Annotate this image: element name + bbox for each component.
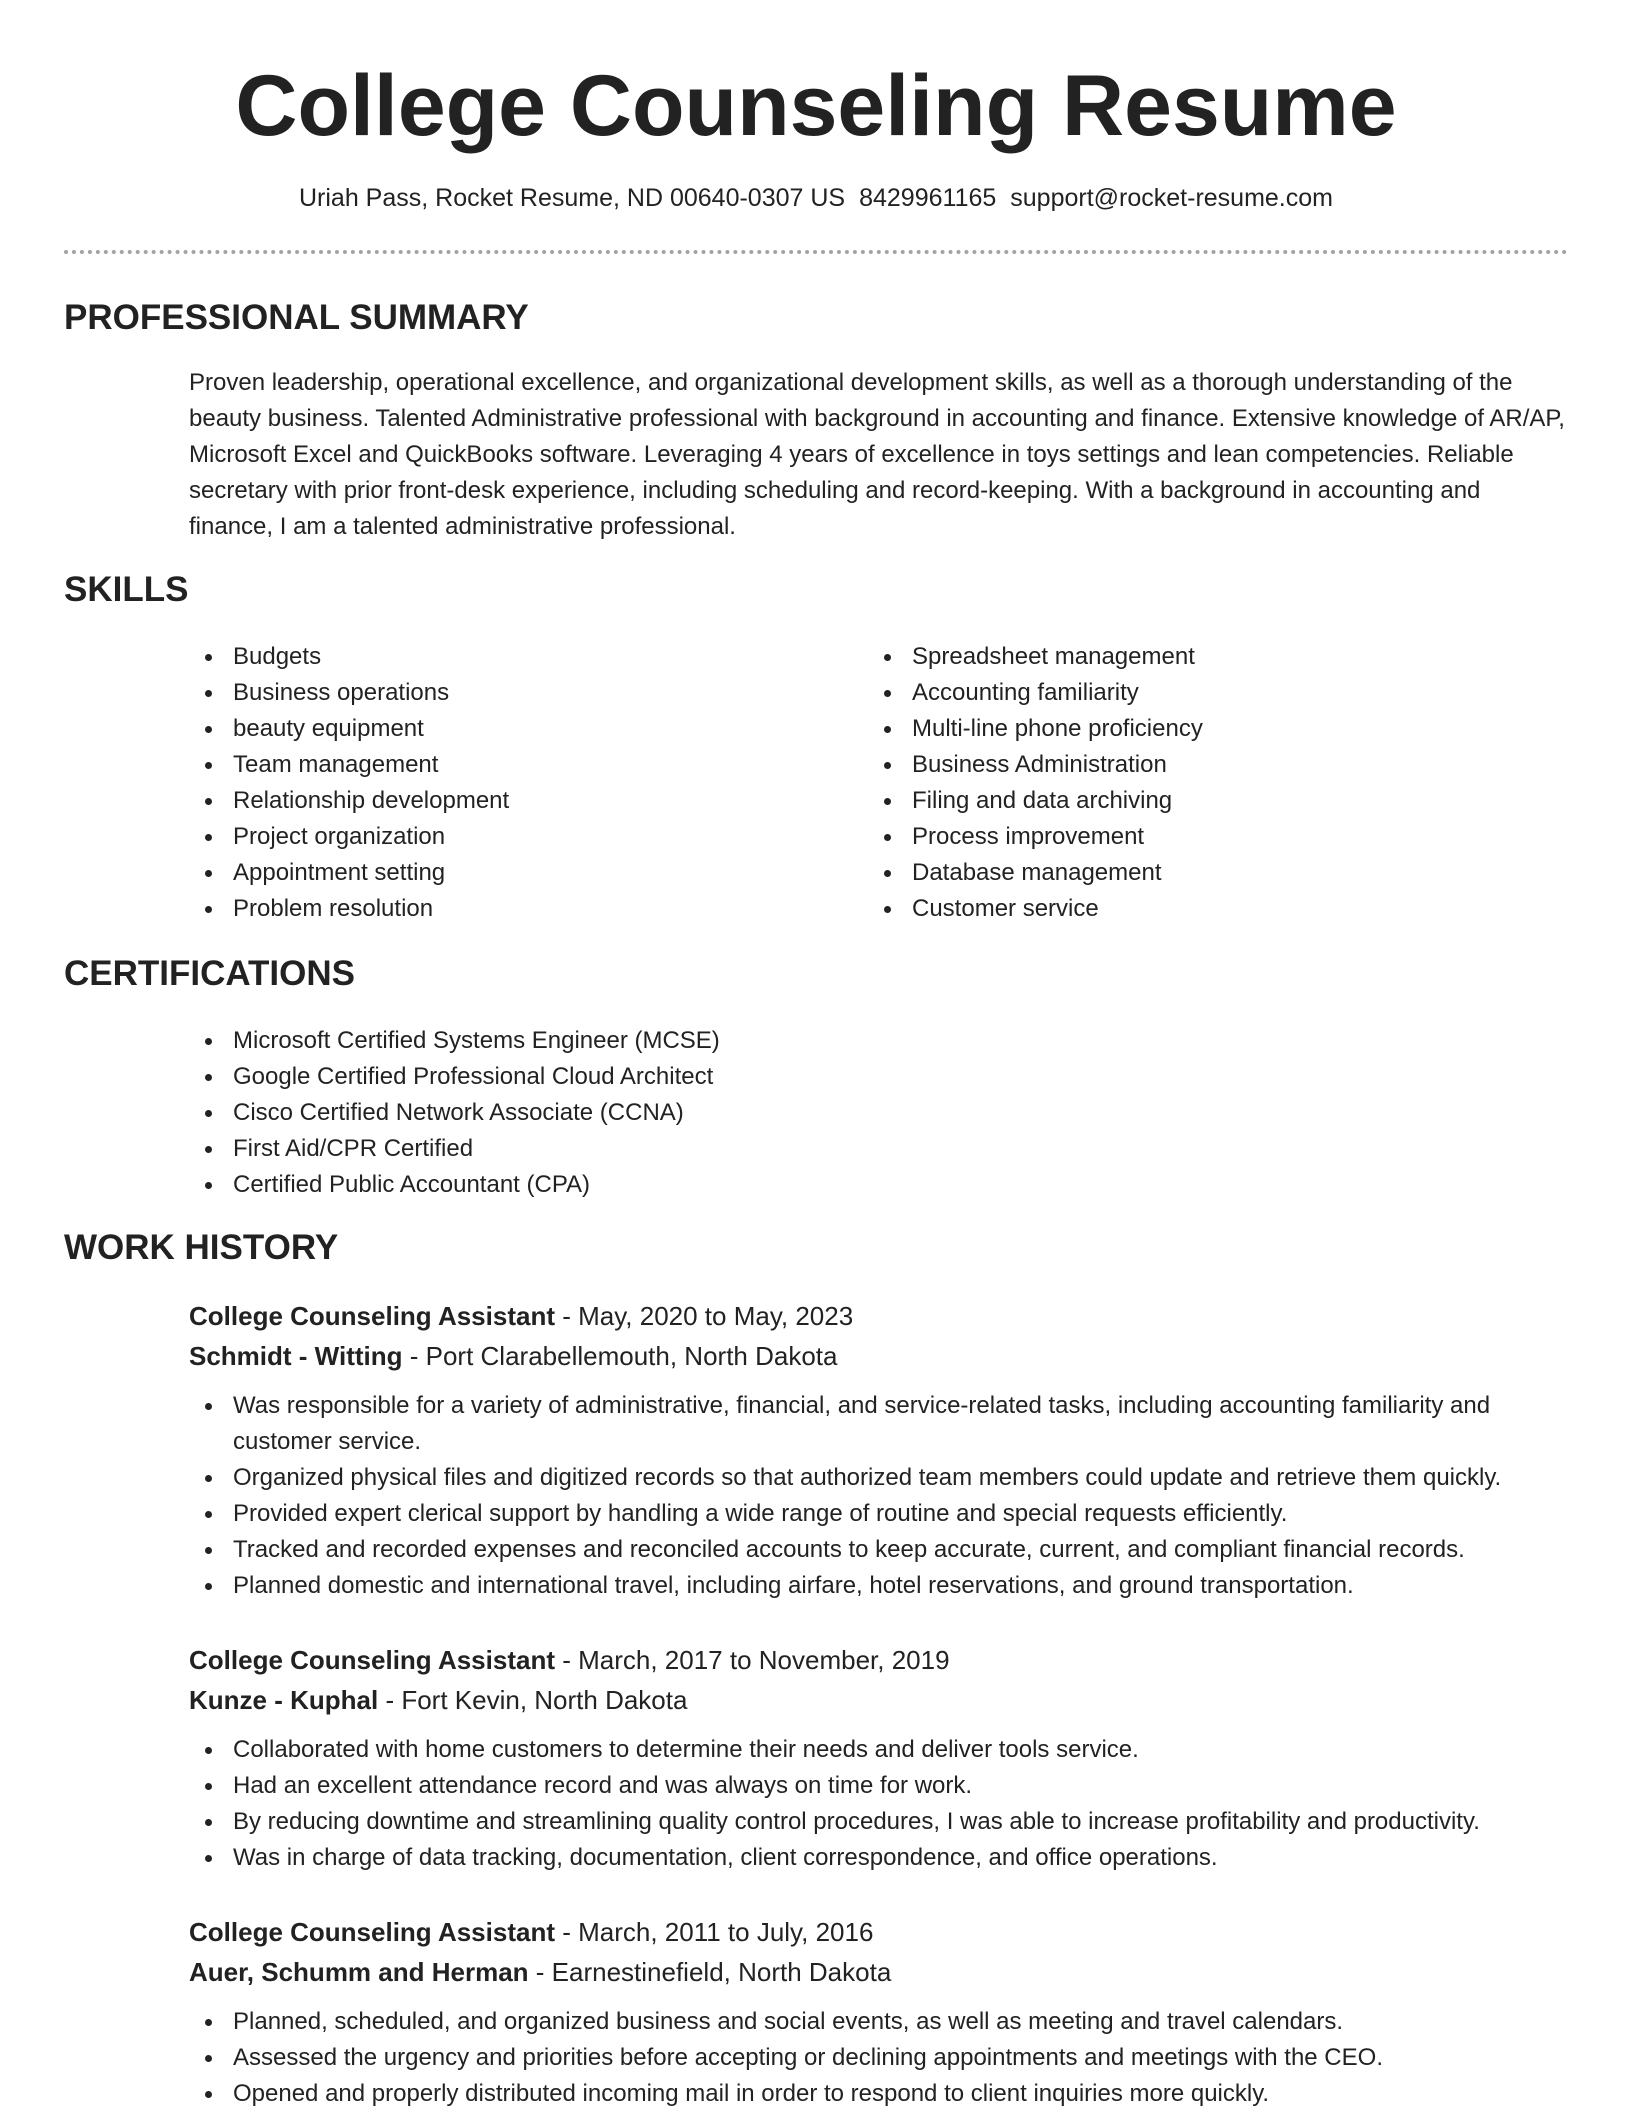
job-title: College Counseling Assistant — [189, 1645, 555, 1675]
skill-item: Multi-line phone proficiency — [868, 711, 1528, 747]
certifications-heading: CERTIFICATIONS — [64, 954, 356, 993]
skill-item: Project organization — [189, 819, 849, 855]
job-bullet: Was responsible for a variety of administrative, financial, and service-related tasks, including accounting familiarity and customer service. — [189, 1388, 1579, 1460]
job-bullet: Collaborated with home customers to determine their needs and deliver tools service. — [189, 1732, 1579, 1768]
work-history-heading: WORK HISTORY — [64, 1228, 339, 1267]
contact-line — [0, 178, 1632, 218]
job-entry — [189, 1640, 1579, 1876]
skill-item: Business Administration — [868, 747, 1528, 783]
job-title-line: College Counseling Assistant - March, 2011 to July, 2016 — [189, 1917, 874, 1947]
skill-item: Problem resolution — [189, 891, 849, 927]
job-dates: March, 2011 to July, 2016 — [578, 1917, 874, 1947]
summary-heading: PROFESSIONAL SUMMARY — [64, 298, 529, 337]
job-title-line: College Counseling Assistant - May, 2020 to May, 2023 — [189, 1301, 854, 1331]
skill-item: beauty equipment — [189, 711, 849, 747]
job-bullet: Planned domestic and international travel, including airfare, hotel reservations, and ground transportation. — [189, 1568, 1579, 1604]
job-company-line: Schmidt - Witting - Port Clarabellemouth, North Dakota — [189, 1341, 838, 1371]
skills-heading: SKILLS — [64, 570, 189, 609]
job-company: Auer, Schumm and Herman — [189, 1957, 529, 1987]
job-location: Fort Kevin, North Dakota — [401, 1685, 688, 1715]
skill-item: Relationship development — [189, 783, 849, 819]
resume-title: College Counseling Resume — [235, 58, 1397, 154]
certifications-list — [189, 1023, 1089, 1203]
job-company-line: Auer, Schumm and Herman - Earnestinefield, North Dakota — [189, 1957, 892, 1987]
job-location: Port Clarabellemouth, North Dakota — [425, 1341, 838, 1371]
job-company: Kunze - Kuphal — [189, 1685, 379, 1715]
job-dates: May, 2020 to May, 2023 — [578, 1301, 854, 1331]
skill-item: Filing and data archiving — [868, 783, 1528, 819]
job-bullet: Organized physical files and digitized records so that authorized team members could update and retrieve them quickly. — [189, 1460, 1579, 1496]
job-entry — [189, 1296, 1579, 1604]
job-location: Earnestinefield, North Dakota — [551, 1957, 892, 1987]
skill-item: Customer service — [868, 891, 1528, 927]
certification-item: Google Certified Professional Cloud Architect — [189, 1059, 1089, 1095]
skill-item: Process improvement — [868, 819, 1528, 855]
job-bullet: Opened and properly distributed incoming mail in order to respond to client inquiries more quickly. — [189, 2076, 1579, 2112]
contact-phone: 8429961165 — [859, 184, 997, 212]
job-bullet: Was in charge of data tracking, documentation, client correspondence, and office operations. — [189, 1840, 1579, 1876]
contact-address: Uriah Pass, Rocket Resume, ND 00640-0307 US — [299, 184, 846, 212]
certification-item: Microsoft Certified Systems Engineer (MCSE) — [189, 1023, 1089, 1059]
job-bullet: By reducing downtime and streamlining quality control procedures, I was able to increase profitability and productivity. — [189, 1804, 1579, 1840]
certification-item: First Aid/CPR Certified — [189, 1131, 1089, 1167]
job-title-line: College Counseling Assistant - March, 2017 to November, 2019 — [189, 1645, 950, 1675]
skill-item: Appointment setting — [189, 855, 849, 891]
job-entry — [189, 1912, 1579, 2112]
skill-item: Team management — [189, 747, 849, 783]
certification-item: Cisco Certified Network Associate (CCNA) — [189, 1095, 1089, 1131]
job-bullet: Planned, scheduled, and organized business and social events, as well as meeting and travel calendars. — [189, 2004, 1579, 2040]
job-company-line: Kunze - Kuphal - Fort Kevin, North Dakota — [189, 1685, 688, 1715]
job-bullet: Provided expert clerical support by handling a wide range of routine and special requests efficiently. — [189, 1496, 1579, 1532]
skills-right-column — [868, 639, 1528, 927]
skill-item: Database management — [868, 855, 1528, 891]
skill-item: Accounting familiarity — [868, 675, 1528, 711]
skills-left-column — [189, 639, 849, 927]
skill-item: Budgets — [189, 639, 849, 675]
skill-item: Business operations — [189, 675, 849, 711]
job-title: College Counseling Assistant — [189, 1301, 555, 1331]
job-title: College Counseling Assistant — [189, 1917, 555, 1947]
skill-item: Spreadsheet management — [868, 639, 1528, 675]
job-dates: March, 2017 to November, 2019 — [578, 1645, 950, 1675]
job-bullet: Assessed the urgency and priorities before accepting or declining appointments and meetings with the CEO. — [189, 2040, 1579, 2076]
certification-item: Certified Public Accountant (CPA) — [189, 1167, 1089, 1203]
job-bullet: Had an excellent attendance record and was always on time for work. — [189, 1768, 1579, 1804]
header-divider — [64, 250, 1568, 254]
summary-text: Proven leadership, operational excellence, and organizational development skills, as well as a thorough understanding of the beauty business. Talented Administrative professional with background in accounting and finance. Extensive knowledge of AR/AP, Microsoft Excel and QuickBooks software. Leveraging 4 years of excellence in toys settings and lean competencies. Reliable secretary with prior front-desk experience, including scheduling and record-keeping. With a background in accounting and finance, I am a talented administrative professional. — [189, 369, 1565, 540]
job-bullet: Tracked and recorded expenses and reconciled accounts to keep accurate, current, and compliant financial records. — [189, 1532, 1579, 1568]
contact-email: support@rocket-resume.com — [1010, 184, 1333, 212]
job-company: Schmidt - Witting — [189, 1341, 403, 1371]
